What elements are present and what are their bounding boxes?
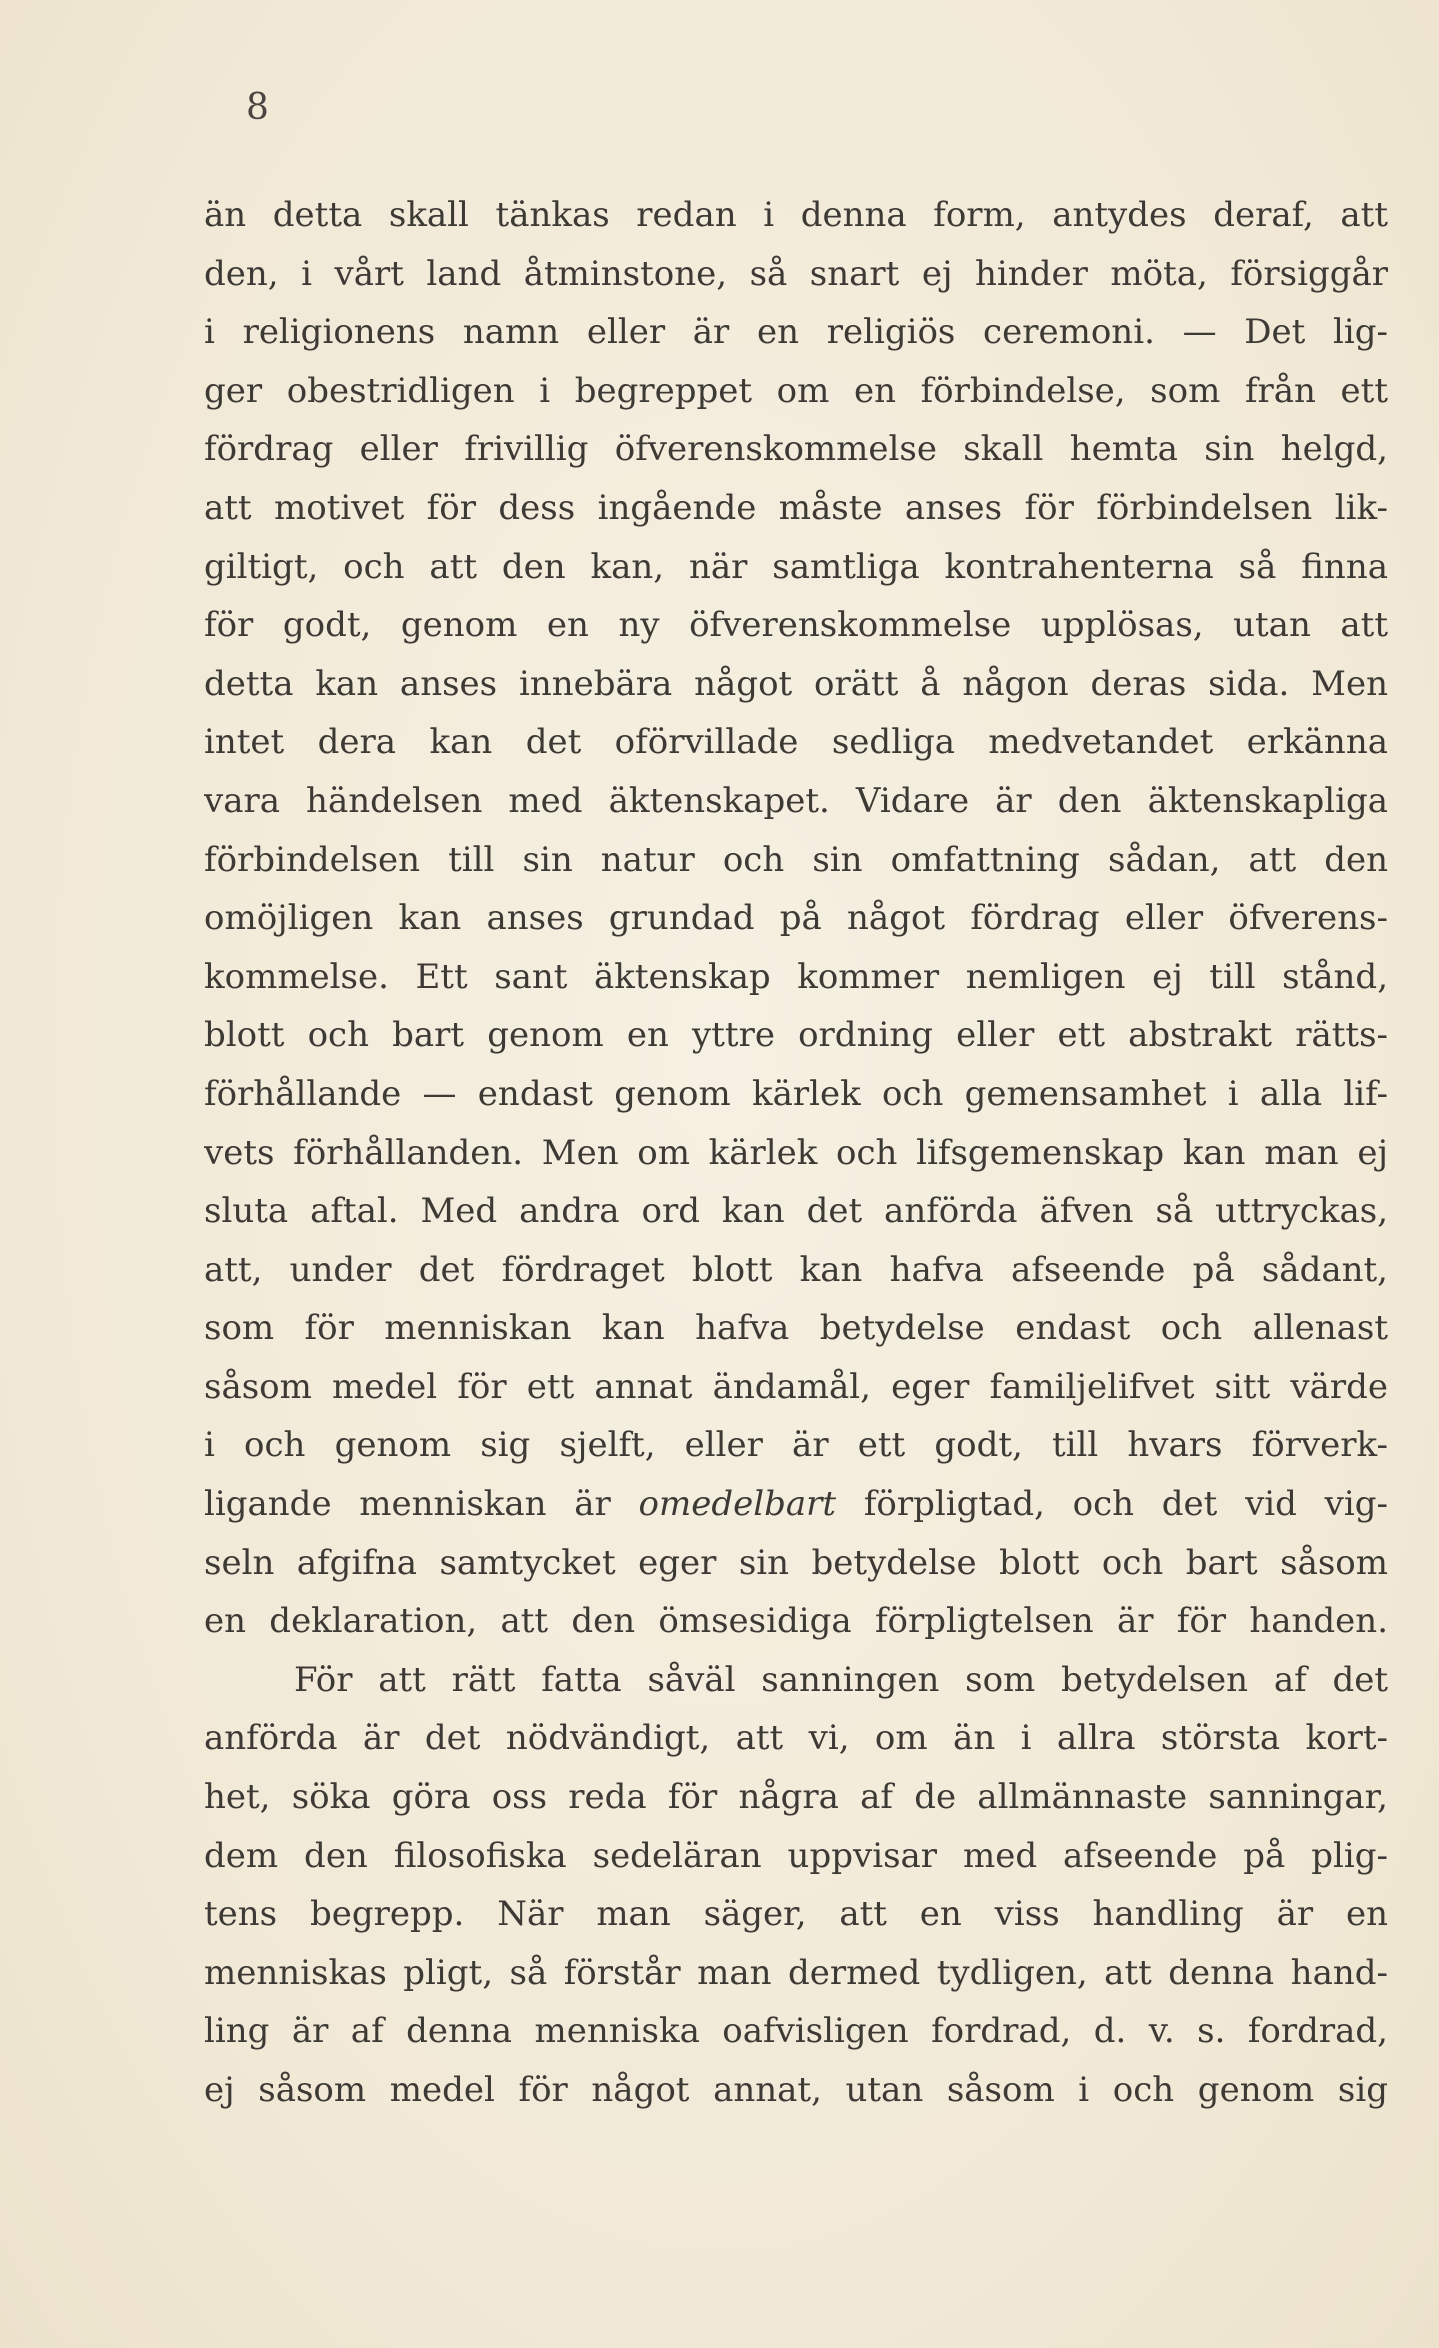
text-line: kommelse. Ett sant äktenskap kommer nemligen ej till stånd, [204, 956, 1388, 997]
text-line: förhållande — endast genom kärlek och gemensamhet i alla lif- [204, 1073, 1388, 1114]
text-line-with-emphasis [204, 1475, 1388, 1534]
text-line: vets förhållanden. Men om kärlek och lifsgemenskap kan man ej [204, 1132, 1388, 1173]
text-line: intet dera kan det oförvillade sedliga medvetandet erkänna [204, 722, 1388, 763]
text-line: att, under det fördraget blott kan hafva afseende på sådant, [204, 1249, 1388, 1290]
page-number: 8 [246, 87, 269, 128]
paragraph-start-line: För att rätt fatta såväl sanningen som betydelsen af det [294, 1659, 1388, 1700]
text-line: sluta aftal. Med andra ord kan det anförda äfven så uttryckas, [204, 1191, 1388, 1232]
text-line: dem den filosofiska sedeläran uppvisar med afseende på plig- [204, 1835, 1388, 1876]
text-line: i och genom sig sjelft, eller är ett godt, till hvars förverk- [204, 1425, 1388, 1466]
text-line: ej såsom medel för något annat, utan såsom i och genom sig [204, 2070, 1388, 2110]
text-segment: ligande menniskan är [204, 1484, 639, 1525]
text-line: den, i vårt land åtminstone, så snart ej hinder möta, försiggår [204, 253, 1388, 294]
text-line: fördrag eller frivillig öfverenskommelse skall hemta sin helgd, [204, 429, 1388, 470]
text-line: förbindelsen till sin natur och sin omfattning sådan, att den [204, 839, 1388, 880]
text-segment: förpligtad, och det vid vig- [836, 1484, 1388, 1525]
text-line: för godt, genom en ny öfverenskommelse upplösas, utan att [204, 605, 1388, 646]
text-line: att motivet för dess ingående måste anses för förbindelsen lik- [204, 487, 1388, 528]
text-line: seln afgifna samtycket eger sin betydelse blott och bart såsom [204, 1542, 1388, 1583]
text-line: blott och bart genom en yttre ordning eller ett abstrakt rätts- [204, 1015, 1388, 1056]
text-line: en deklaration, att den ömsesidiga förpligtelsen är för handen. [204, 1601, 1388, 1642]
text-line: ling är af denna menniska oafvisligen fordrad, d. v. s. fordrad, [204, 2011, 1388, 2052]
text-line: såsom medel för ett annat ändamål, eger familjelifvet sitt värde [204, 1366, 1388, 1407]
emphasized-word: omedelbart [638, 1484, 837, 1525]
text-line: vara händelsen med äktenskapet. Vidare är den äktenskapliga [204, 780, 1388, 821]
text-line: menniskas pligt, så förstår man dermed tydligen, att denna hand- [204, 1952, 1388, 1993]
text-line: anförda är det nödvändigt, att vi, om än i allra största kort- [204, 1718, 1388, 1759]
text-line: detta kan anses innebära något orätt å någon deras sida. Men [204, 663, 1388, 704]
text-line: i religionens namn eller är en religiös ceremoni. — Det lig- [204, 312, 1388, 353]
text-line: giltigt, och att den kan, när samtliga kontrahenterna så finna [204, 546, 1388, 587]
text-line: än detta skall tänkas redan i denna form, antydes deraf, att [204, 195, 1388, 235]
text-line: ger obestridligen i begreppet om en förbindelse, som från ett [204, 370, 1388, 411]
text-line: het, söka göra oss reda för några af de allmännaste sanningar, [204, 1777, 1388, 1818]
text-line: omöjligen kan anses grundad på något fördrag eller öfverens- [204, 898, 1388, 939]
text-line: som för menniskan kan hafva betydelse endast och allenast [204, 1308, 1388, 1349]
body-text [204, 186, 1388, 2120]
text-line: tens begrepp. När man säger, att en viss handling är en [204, 1894, 1388, 1935]
